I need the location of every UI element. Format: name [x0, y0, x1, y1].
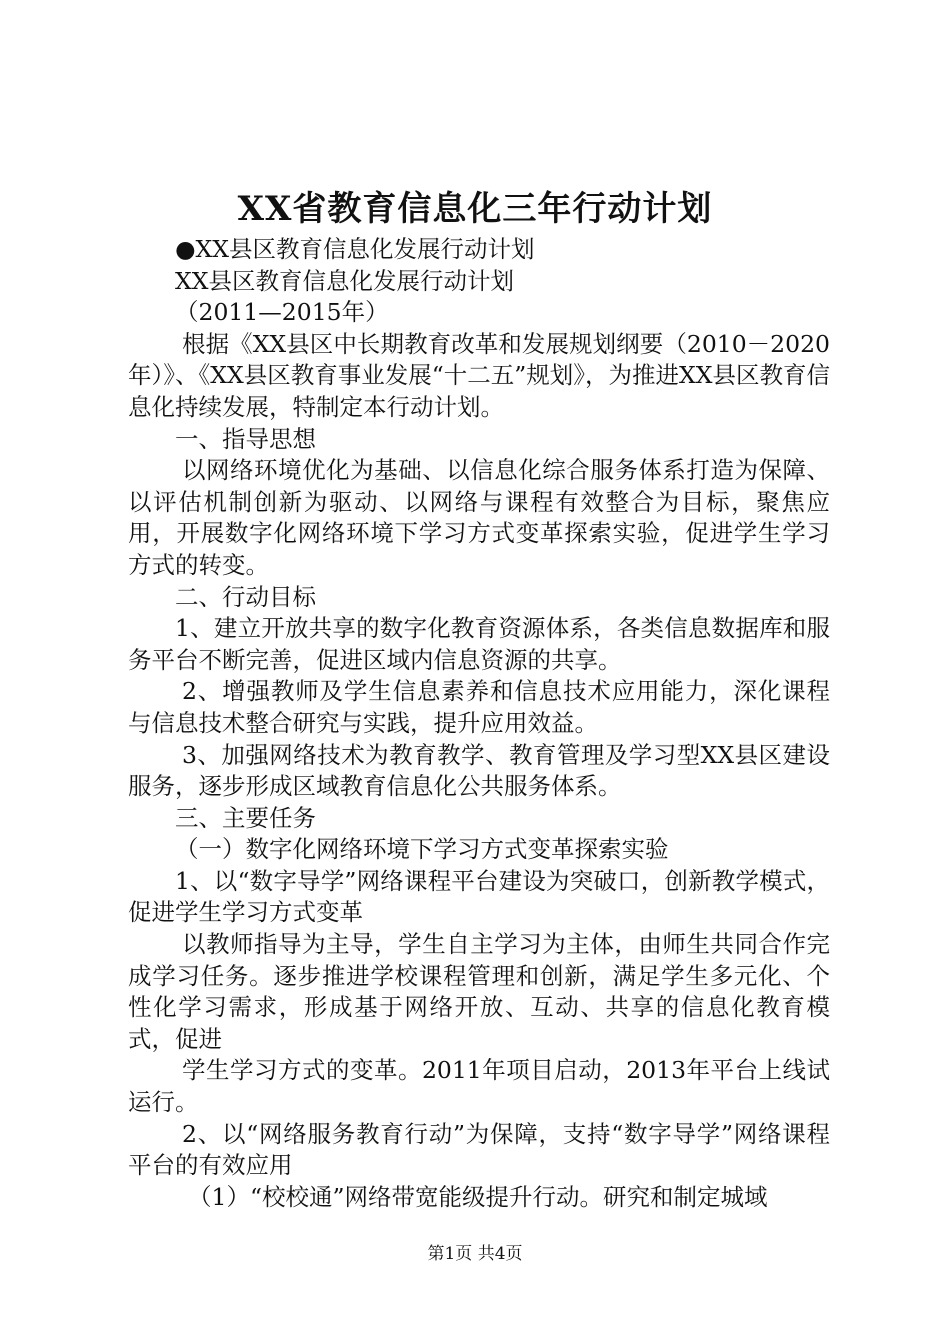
paragraph-task-1: 1、以“数字导学”网络课程平台建设为突破口，创新教学模式，促进学生学习方式变革	[128, 866, 830, 927]
paragraph-subtitle: XX县区教育信息化发展行动计划	[175, 266, 514, 295]
paragraph-guiding-ideology: 以网络环境优化为基础、以信息化综合服务体系打造为保障、以评估机制创新为驱动、以网络与课程有效整合为目标，聚焦应用，开展数字化网络环境下学习方式变革探索实验，促进学生学习方式的转变。	[128, 456, 830, 579]
paragraph-date-range: （2011—2015年）	[175, 298, 389, 327]
paragraph-intro: 根据《XX县区中长期教育改革和发展规划纲要（2010－2020年）》、《XX县区教育事业发展“十二五”规划》，为推进XX县区教育信息化持续发展，特制定本行动计划。	[128, 329, 830, 421]
paragraph-task-1-detail: 以教师指导为主导，学生自主学习为主体，由师生共同合作完成学习任务。逐步推进学校课程管理和创新，满足学生多元化、个性化学习需求，形成基于网络开放、互动、共享的信息化教育模式，促进	[128, 930, 830, 1053]
document-body	[128, 234, 830, 1213]
paragraph-goal-1: 1、建立开放共享的数字化教育资源体系，各类信息数据库和服务平台不断完善，促进区域内信息资源的共享。	[128, 614, 830, 674]
section-heading-action-goals: 二、行动目标	[175, 582, 316, 611]
paragraph-task-2-item-1: （1）“校校通”网络带宽能级提升行动。研究和制定城域	[188, 1182, 768, 1211]
page-footer: 第1页 共4页	[427, 1244, 523, 1264]
paragraph-goal-3: 3、加强网络技术为教育教学、教育管理及学习型XX县区建设服务，逐步形成区域教育信息化公共服务体系。	[128, 740, 830, 801]
paragraph-task-1-continued: 学生学习方式的变革。2011年项目启动，2013年平台上线试运行。	[128, 1056, 830, 1117]
paragraph-task-2: 2、以“网络服务教育行动”为保障，支持“数字导学”网络课程平台的有效应用	[128, 1119, 830, 1180]
paragraph-goal-2: 2、增强教师及学生信息素养和信息技术应用能力，深化课程与信息技术整合研究与实践，提升应用效益。	[128, 677, 830, 737]
subsection-heading-1: （一）数字化网络环境下学习方式变革探索实验	[175, 835, 669, 864]
section-heading-guiding-ideology: 一、指导思想	[175, 424, 316, 453]
section-heading-main-tasks: 三、主要任务	[175, 803, 316, 832]
paragraph-bullet-heading: ●XX县区教育信息化发展行动计划	[175, 235, 535, 263]
document-title: XX省教育信息化三年行动计划	[237, 189, 713, 229]
